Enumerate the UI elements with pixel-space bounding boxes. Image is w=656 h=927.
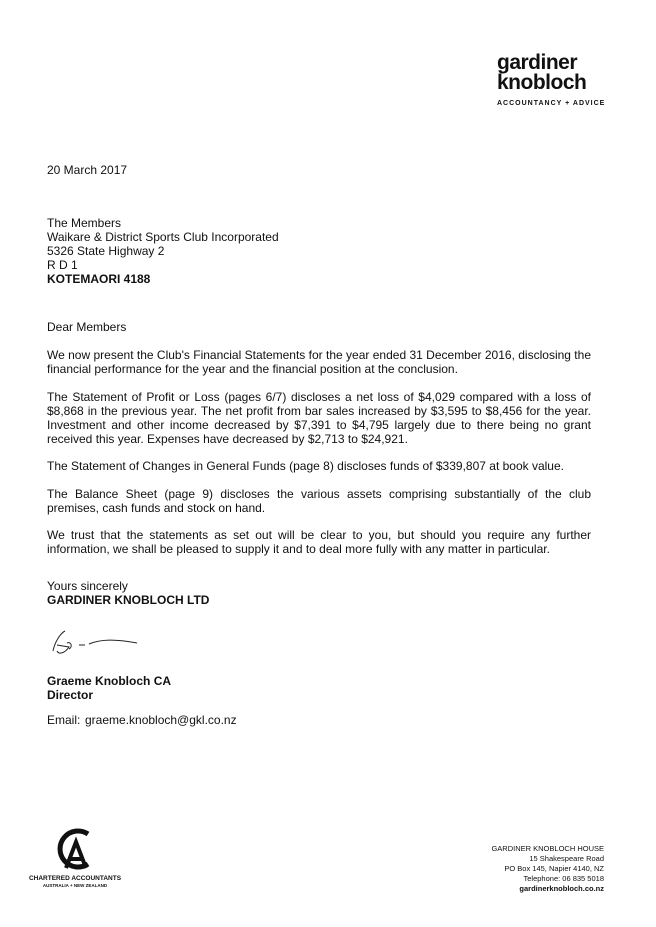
- ca-logo-subtext: AUSTRALIA + NEW ZEALAND: [42, 883, 108, 888]
- footer-telephone: Telephone: 06 835 5018: [523, 874, 604, 883]
- recipient-line: R D 1: [47, 258, 78, 272]
- letter-date: 20 March 2017: [47, 163, 128, 177]
- footer-address-line: 15 Shakespeare Road: [529, 854, 604, 863]
- footer-address-line: GARDINER KNOBLOCH HOUSE: [491, 844, 604, 853]
- body-paragraph: The Balance Sheet (page 9) discloses the various assets comprising substantially of the club premises, cash funds and stock on hand.: [47, 487, 591, 515]
- recipient-line: KOTEMAORI 4188: [47, 272, 151, 286]
- footer-address-line: PO Box 145, Napier 4140, NZ: [504, 864, 604, 873]
- chartered-accountants-logo-icon: [52, 826, 96, 872]
- email-address[interactable]: graeme.knobloch@gkl.co.nz: [85, 713, 237, 727]
- logo-gardiner: gardiner: [497, 51, 578, 74]
- body-paragraph: The Statement of Profit or Loss (pages 6/7) discloses a net loss of $4,029 compared with a loss of $8,868 in the previous year. The net profit from bar sales increased by $3,595 to $8,456 for the year. Investment and other income decreased by $7,391 to $4,795 largely due to there being no grant received this year. Expenses have decreased by $2,713 to $24,921.: [47, 390, 591, 446]
- logo-tagline: ACCOUNTANCY + ADVICE: [497, 100, 606, 107]
- closing: Yours sincerely: [47, 579, 128, 593]
- recipient-line: 5326 State Highway 2: [47, 244, 165, 258]
- ca-logo-text: CHARTERED ACCOUNTANTS: [28, 875, 122, 882]
- salutation: Dear Members: [47, 320, 127, 334]
- email-label: Email:: [47, 713, 81, 727]
- body-paragraph: The Statement of Changes in General Funds (page 8) discloses funds of $339,807 at book value.: [47, 459, 564, 473]
- signatory-name: Graeme Knobloch CA: [47, 674, 172, 688]
- body-paragraph: We now present the Club's Financial Statements for the year ended 31 December 2016, disclosing the financial performance for the year and the financial position at the conclusion.: [47, 348, 591, 376]
- signatory-title: Director: [47, 688, 94, 702]
- company-name: GARDINER KNOBLOCH LTD: [47, 593, 210, 607]
- body-paragraph: We trust that the statements as set out will be clear to you, but should you require any further information, we shall be pleased to supply it and to deal more fully with any matter in particular.: [47, 528, 591, 556]
- signature-image: [45, 625, 145, 659]
- recipient-line: Waikare & District Sports Club Incorporated: [47, 230, 279, 244]
- logo-knobloch: knobloch: [497, 71, 587, 94]
- footer-website[interactable]: gardinerknobloch.co.nz: [519, 884, 604, 893]
- recipient-line: The Members: [47, 216, 122, 230]
